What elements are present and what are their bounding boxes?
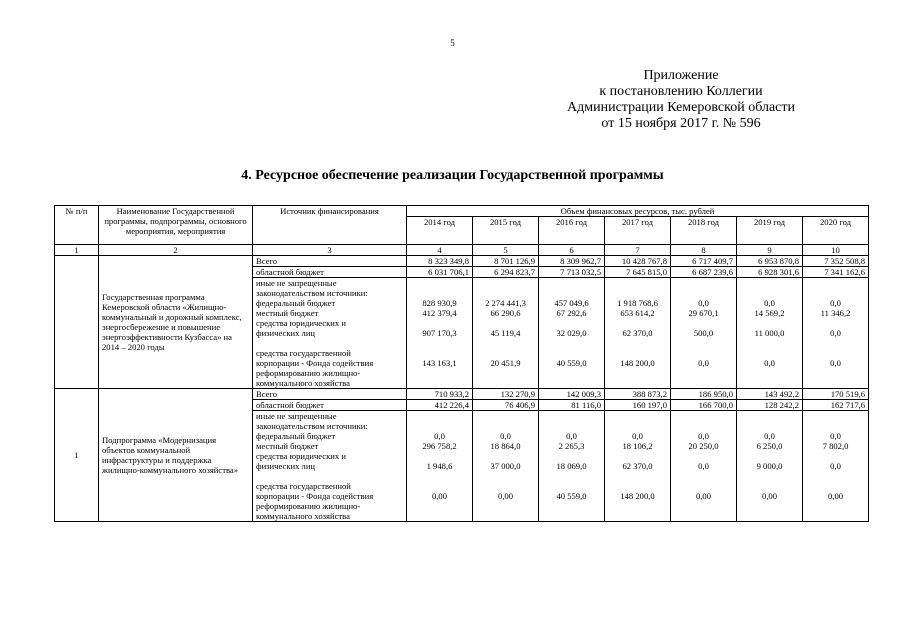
- col-number: 1: [55, 245, 99, 256]
- federal-value: 0,0: [698, 298, 709, 308]
- source-line: физических лиц: [256, 328, 316, 338]
- legal-value: 11 000,0: [754, 328, 785, 338]
- col-number: 4: [407, 245, 473, 256]
- other-values-cell: [407, 411, 473, 522]
- fund-value: 0,00: [497, 491, 514, 501]
- program-name: Государственная программа Кемеровской области «Жилищно-коммунальный и дорожный комплекс, энергосбережение и повышение энергоэффективности Кузбасса» на 2014 – 2020 годы: [99, 256, 253, 389]
- other-values-cell: [407, 278, 473, 389]
- header-year: 2016 год: [539, 217, 605, 245]
- local-value: 653 614,2: [620, 308, 655, 318]
- source-other-labels: [253, 411, 407, 522]
- total-value: 7 352 508,8: [803, 256, 869, 267]
- total-row: [55, 256, 869, 267]
- fund-value: 20 451,9: [490, 358, 521, 368]
- source-other-labels: [253, 278, 407, 389]
- total-value: 142 009,3: [539, 389, 605, 400]
- source-line: федеральный бюджет: [256, 431, 336, 441]
- local-value: 2 265,3: [558, 441, 585, 451]
- other-values-cell: [803, 411, 869, 522]
- source-total-label: Всего: [253, 256, 407, 267]
- total-value: 170 519,6: [803, 389, 869, 400]
- legal-value: 37 000,0: [490, 461, 521, 471]
- legal-value: 0,0: [830, 461, 841, 471]
- federal-value: 0,0: [434, 431, 445, 441]
- federal-value: 0,0: [764, 431, 775, 441]
- legal-value: 62 370,0: [622, 328, 653, 338]
- source-line: местный бюджет: [256, 441, 319, 451]
- row-number: [55, 256, 99, 389]
- source-line: корпорации - Фонда содействия: [256, 491, 374, 501]
- other-values-cell: [737, 411, 803, 522]
- source-line: средства юридических и: [256, 318, 346, 328]
- regional-value: 160 197,0: [605, 400, 671, 411]
- source-line: местный бюджет: [256, 308, 319, 318]
- col-number: 6: [539, 245, 605, 256]
- source-line: [256, 338, 403, 348]
- source-line: реформированию жилищно-: [256, 501, 361, 511]
- header-year: 2015 год: [473, 217, 539, 245]
- regional-value: 128 242,2: [737, 400, 803, 411]
- local-value: 14 569,2: [754, 308, 785, 318]
- fund-value: 0,00: [828, 491, 844, 501]
- header-num: № п/п: [55, 206, 99, 245]
- other-values-cell: [605, 411, 671, 522]
- fund-value: 148 200,0: [620, 358, 655, 368]
- col-number: 5: [473, 245, 539, 256]
- col-number: 2: [99, 245, 253, 256]
- local-value: 66 290,6: [490, 308, 521, 318]
- section-title: 4. Ресурсное обеспечение реализации Государственной программы: [241, 168, 664, 183]
- program-name: Подпрограмма «Модернизация объектов коммунальной инфраструктуры и поддержка жилищно-коммунального хозяйства»: [99, 389, 253, 522]
- header-name: Наименование Государственной программы, подпрограммы, основного мероприятия, мероприятия: [99, 206, 253, 245]
- other-values-cell: [539, 411, 605, 522]
- source-line: средства юридических и: [256, 451, 346, 461]
- legal-value: 45 119,4: [490, 328, 521, 338]
- source-line: средства государственной: [256, 481, 351, 491]
- fund-value: 143 163,1: [422, 358, 457, 368]
- local-value: 67 292,6: [556, 308, 587, 318]
- regional-value: 7 713 032,5: [539, 267, 605, 278]
- federal-value: 457 049,6: [554, 298, 589, 308]
- row-number: 1: [55, 389, 99, 522]
- federal-value: 0,0: [566, 431, 577, 441]
- source-line: коммунального хозяйства: [256, 511, 350, 521]
- local-value: 7 802,0: [822, 441, 849, 451]
- fund-value: 0,0: [698, 358, 709, 368]
- other-values-cell: [671, 278, 737, 389]
- source-regional-label: областной бюджет: [253, 400, 407, 411]
- legal-value: 500,0: [693, 328, 714, 338]
- legal-value: 0,0: [698, 461, 709, 471]
- source-line: федеральный бюджет: [256, 298, 336, 308]
- total-value: 710 933,2: [407, 389, 473, 400]
- regional-value: 7 645 815,0: [605, 267, 671, 278]
- local-value: 18 864,0: [490, 441, 521, 451]
- fund-value: 0,00: [761, 491, 778, 501]
- local-value: 412 379,4: [422, 308, 457, 318]
- source-line: [256, 471, 403, 481]
- total-row: [55, 389, 869, 400]
- fund-value: 0,0: [830, 358, 841, 368]
- appendix-header: [567, 68, 795, 132]
- legal-value: 0,0: [830, 328, 841, 338]
- source-line: физических лиц: [256, 461, 316, 471]
- header-year: 2020 год: [803, 217, 869, 245]
- appendix-line-2: к постановлению Коллегии: [599, 84, 763, 99]
- budget-table: [54, 205, 869, 522]
- federal-value: 828 930,9: [422, 298, 457, 308]
- source-regional-label: областной бюджет: [253, 267, 407, 278]
- total-value: 388 873,2: [605, 389, 671, 400]
- fund-value: 0,00: [695, 491, 712, 501]
- local-value: 296 758,2: [422, 441, 457, 451]
- regional-value: 162 717,6: [803, 400, 869, 411]
- column-numbers-row: [55, 245, 869, 256]
- source-line: средства государственной: [256, 348, 351, 358]
- legal-value: 9 000,0: [756, 461, 783, 471]
- regional-value: 6 031 706,1: [407, 267, 473, 278]
- total-value: 8 701 126,9: [473, 256, 539, 267]
- total-value: 132 270,9: [473, 389, 539, 400]
- legal-value: 62 370,0: [622, 461, 653, 471]
- header-row: [55, 206, 869, 217]
- source-line: законодательством источники:: [256, 288, 368, 298]
- regional-value: 81 116,0: [539, 400, 605, 411]
- source-line: законодательством источники:: [256, 421, 368, 431]
- federal-value: 1 918 768,6: [617, 298, 658, 308]
- appendix-line-3: Администрации Кемеровской области: [567, 100, 795, 115]
- source-line: иные не запрещенные: [256, 278, 337, 288]
- total-value: 10 428 767,8: [605, 256, 671, 267]
- other-values-cell: [737, 278, 803, 389]
- federal-value: 0,0: [764, 298, 775, 308]
- legal-value: 32 029,0: [556, 328, 587, 338]
- total-value: 143 492,2: [737, 389, 803, 400]
- page-number: 5: [450, 38, 455, 48]
- total-value: 8 323 349,8: [407, 256, 473, 267]
- source-total-label: Всего: [253, 389, 407, 400]
- other-values-cell: [803, 278, 869, 389]
- total-value: 186 950,0: [671, 389, 737, 400]
- legal-value: 907 170,3: [422, 328, 457, 338]
- local-value: 18 106,2: [622, 441, 653, 451]
- other-values-cell: [671, 411, 737, 522]
- header-year: 2014 год: [407, 217, 473, 245]
- total-value: 8 309 962,7: [539, 256, 605, 267]
- legal-value: 1 948,6: [426, 461, 453, 471]
- regional-value: 76 406,9: [473, 400, 539, 411]
- appendix-line-4: от 15 ноября 2017 г. № 596: [601, 116, 761, 131]
- legal-value: 18 069,0: [556, 461, 587, 471]
- regional-value: 166 700,0: [671, 400, 737, 411]
- fund-value: 0,00: [431, 491, 448, 501]
- appendix-line-1: Приложение: [643, 68, 719, 83]
- fund-value: 148 200,0: [620, 491, 655, 501]
- federal-value: 0,0: [830, 298, 841, 308]
- regional-value: 7 341 162,6: [803, 267, 869, 278]
- regional-value: 412 226,4: [407, 400, 473, 411]
- header-source: Источник финансирования: [253, 206, 407, 245]
- col-number: 8: [671, 245, 737, 256]
- fund-value: 0,0: [764, 358, 775, 368]
- source-line: реформированию жилищно-: [256, 368, 361, 378]
- local-value: 29 670,1: [688, 308, 719, 318]
- col-number: 10: [803, 245, 869, 256]
- regional-value: 6 687 239,6: [671, 267, 737, 278]
- federal-value: 0,0: [698, 431, 709, 441]
- header-year: 2019 год: [737, 217, 803, 245]
- other-values-cell: [605, 278, 671, 389]
- other-values-cell: [473, 278, 539, 389]
- regional-value: 6 928 301,6: [737, 267, 803, 278]
- total-value: 6 717 409,7: [671, 256, 737, 267]
- federal-value: 0,0: [500, 431, 511, 441]
- header-year: 2018 год: [671, 217, 737, 245]
- regional-value: 6 294 823,7: [473, 267, 539, 278]
- local-value: 20 250,0: [688, 441, 719, 451]
- source-line: коммунального хозяйства: [256, 378, 350, 388]
- header-volume: Объем финансовых ресурсов, тыс. рублей: [407, 206, 869, 217]
- federal-value: 2 274 441,3: [485, 298, 526, 308]
- col-number: 9: [737, 245, 803, 256]
- source-line: иные не запрещенные: [256, 411, 337, 421]
- federal-value: 0,0: [830, 431, 841, 441]
- total-value: 6 953 870,8: [737, 256, 803, 267]
- federal-value: 0,0: [632, 431, 643, 441]
- col-number: 7: [605, 245, 671, 256]
- header-year: 2017 год: [605, 217, 671, 245]
- local-value: 11 346,2: [820, 308, 851, 318]
- other-values-cell: [473, 411, 539, 522]
- other-values-cell: [539, 278, 605, 389]
- local-value: 6 250,0: [756, 441, 783, 451]
- source-line: корпорации - Фонда содействия: [256, 358, 374, 368]
- fund-value: 40 559,0: [556, 491, 587, 501]
- col-number: 3: [253, 245, 407, 256]
- fund-value: 40 559,0: [556, 358, 587, 368]
